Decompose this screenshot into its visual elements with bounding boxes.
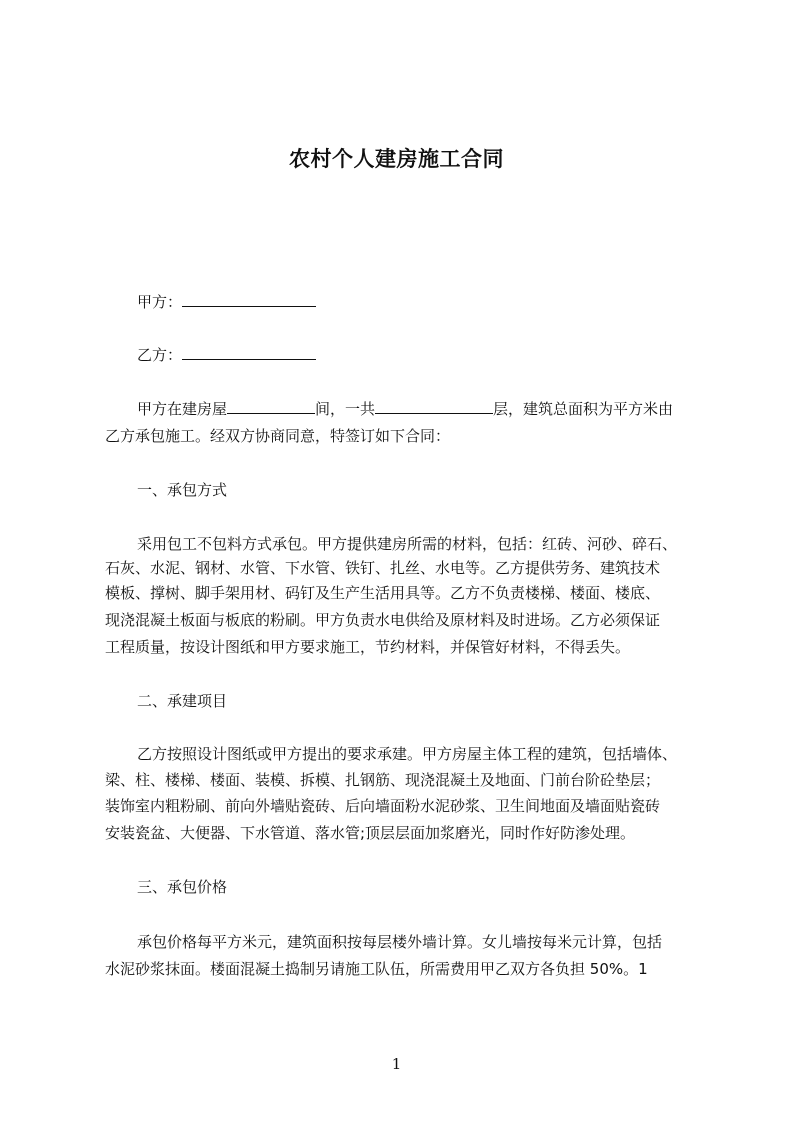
- section-1-line: 石灰、水泥、钢材、水管、下水管、铁钉、扎丝、水电等。乙方提供劳务、建筑技术: [105, 559, 661, 577]
- section-1-line: 模板、撑树、脚手架用材、码钉及生产生活用具等。乙方不负责楼梯、楼面、楼底、: [105, 584, 661, 602]
- section-2-line: 装饰室内粗粉刷、前向外墙贴瓷砖、后向墙面粉水泥砂浆、卫生间地面及墙面贴瓷砖: [105, 797, 661, 815]
- party-b-blank[interactable]: [182, 345, 316, 360]
- section-3-heading: 三、承包价格: [137, 878, 228, 896]
- section-2-line: 梁、柱、楼梯、楼面、装模、拆模、扎钢筋、现浇混凝土及地面、门前台阶砼垫层；: [105, 771, 661, 789]
- party-a-label: 甲方：: [137, 293, 183, 311]
- section-3-line: 水泥砂浆抹面。楼面混凝土捣制另请施工队伍，所需费用甲乙双方各负担 50%。1: [105, 960, 648, 978]
- party-b-line: [137, 345, 316, 365]
- intro-line-1: [137, 399, 673, 419]
- section-1-heading: 一、承包方式: [137, 481, 228, 499]
- section-3-line: 承包价格每平方米元，建筑面积按每层楼外墙计算。女儿墙按每米元计算，包括: [137, 933, 663, 951]
- section-2-heading: 二、承建项目: [137, 692, 228, 710]
- party-a-line: [137, 292, 316, 312]
- section-1-line: 工程质量，按设计图纸和甲方要求施工，节约材料，并保管好材料，不得丢失。: [105, 638, 631, 656]
- page-number: 1: [391, 1055, 402, 1073]
- contract-title: 农村个人建房施工合同: [289, 147, 504, 171]
- intro-line-2: 乙方承包施工。经双方协商同意，特签订如下合同：: [105, 427, 451, 445]
- intro-text-c: 层，建筑总面积为平方米由: [493, 400, 674, 418]
- rooms-blank[interactable]: [227, 399, 315, 414]
- section-2-line: 安装瓷盆、大便器、下水管道、落水管;顶层层面加浆磨光，同时作好防渗处理。: [105, 824, 636, 842]
- section-1-line: 现浇混凝土板面与板底的粉刷。甲方负责水电供给及原材料及时进场。乙方必须保证: [105, 611, 661, 629]
- section-2-line: 乙方按照设计图纸或甲方提出的要求承建。甲方房屋主体工程的建筑，包括墙体、: [137, 745, 678, 763]
- intro-text-b: 间，一共: [315, 400, 376, 418]
- party-b-label: 乙方：: [137, 346, 183, 364]
- intro-text-a: 甲方在建房屋: [137, 400, 228, 418]
- floors-blank[interactable]: [375, 399, 493, 414]
- section-1-line: 采用包工不包料方式承包。甲方提供建房所需的材料，包括：红砖、河砂、碎石、: [137, 535, 678, 553]
- party-a-blank[interactable]: [182, 292, 316, 307]
